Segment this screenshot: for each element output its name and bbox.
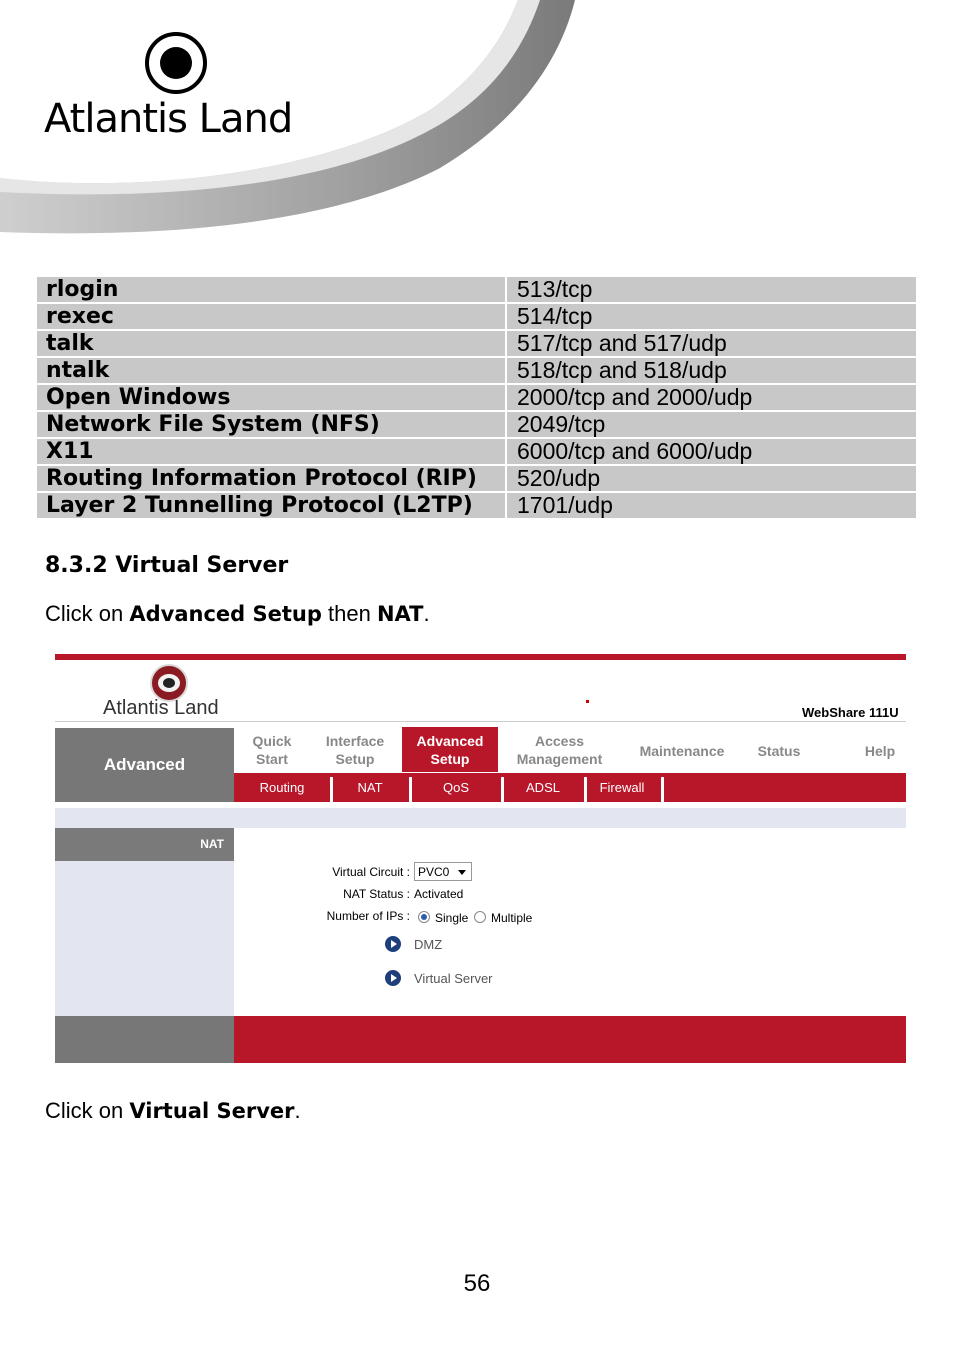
play-icon (391, 940, 397, 948)
table-row (36, 303, 917, 330)
nat-status-value: Activated (414, 887, 464, 901)
submenu-nat[interactable]: NAT (357, 780, 383, 795)
brand-logo-text: Atlantis Land (44, 96, 293, 142)
menu-line: Interface (325, 733, 385, 749)
text: Click on (45, 601, 130, 626)
bold-text: NAT (376, 602, 424, 626)
table-row (36, 384, 917, 411)
page-number: 56 (463, 1270, 491, 1297)
footer-bar (234, 1016, 906, 1063)
table-row (36, 411, 917, 438)
vc-label: Virtual Circuit : (332, 865, 410, 879)
submenu-separator (330, 777, 333, 802)
port-cell: 2000/tcp and 2000/udp (506, 384, 917, 411)
submenu-firewall[interactable]: Firewall (599, 780, 645, 795)
submenu-separator (409, 777, 412, 802)
submenu-qos[interactable]: QoS (442, 780, 469, 795)
menu-line: Access (534, 733, 585, 749)
table-row (36, 492, 917, 519)
menu-line: Management (516, 751, 603, 767)
footer-left (55, 1016, 234, 1063)
port-cell: 517/tcp and 517/udp (506, 330, 917, 357)
virtual-server-link[interactable]: Virtual Server (414, 971, 493, 986)
service-cell: rexec (36, 303, 506, 330)
table-row (36, 438, 917, 465)
submenu-adsl[interactable]: ADSL (526, 780, 560, 795)
submenu-separator (584, 777, 587, 802)
menu-line: Advanced (416, 733, 484, 749)
chevron-down-icon (458, 870, 466, 875)
menu-line: Setup (335, 751, 375, 767)
table-row (36, 357, 917, 384)
submenu-separator (501, 777, 504, 802)
divider (55, 721, 906, 722)
port-cell: 2049/tcp (506, 411, 917, 438)
service-cell: Layer 2 Tunnelling Protocol (L2TP) (36, 492, 506, 519)
red-dot (586, 700, 589, 703)
service-cell: ntalk (36, 357, 506, 384)
ports-table (35, 275, 918, 520)
submenu-separator (661, 777, 664, 802)
menu-access-management[interactable] (508, 732, 611, 768)
table-row (36, 276, 917, 303)
bold-text: Virtual Server (129, 1099, 295, 1123)
side-header: Advanced (55, 728, 234, 802)
port-cell: 514/tcp (506, 303, 917, 330)
port-cell: 520/udp (506, 465, 917, 492)
service-cell: Open Windows (36, 384, 506, 411)
text: . (294, 1098, 301, 1123)
submenu-routing[interactable]: Routing (259, 780, 305, 795)
virtual-circuit-select[interactable]: PVC0 (414, 862, 472, 881)
menu-quick-start[interactable] (241, 732, 303, 768)
instruction-paragraph (45, 601, 430, 627)
model-name: WebShare 111U (802, 705, 899, 720)
port-cell: 513/tcp (506, 276, 917, 303)
service-cell: rlogin (36, 276, 506, 303)
menu-line: Setup (430, 751, 470, 767)
instruction-paragraph (45, 1098, 301, 1124)
play-icon (391, 974, 397, 982)
text: . (423, 601, 430, 626)
router-logo-text: Atlantis Land (103, 697, 219, 719)
menu-line: Start (256, 751, 288, 767)
service-cell: Network File System (NFS) (36, 411, 506, 438)
bold-text: Advanced Setup (129, 602, 322, 626)
port-cell: 518/tcp and 518/udp (506, 357, 917, 384)
menu-interface-setup[interactable] (314, 732, 396, 768)
content-strip (55, 808, 906, 828)
service-cell: X11 (36, 438, 506, 465)
menu-advanced-setup[interactable] (402, 727, 498, 772)
radio-selected-icon (421, 914, 427, 920)
multiple-label: Multiple (491, 911, 533, 925)
menu-maintenance[interactable]: Maintenance (639, 743, 725, 759)
menu-status[interactable]: Status (757, 743, 801, 759)
logo-dot-icon (163, 678, 175, 688)
single-label: Single (435, 911, 469, 925)
service-cell: talk (36, 330, 506, 357)
service-cell: Routing Information Protocol (RIP) (36, 465, 506, 492)
nat-status-label: NAT Status : (343, 887, 410, 901)
menu-line: Quick (252, 733, 292, 749)
top-bar (55, 654, 906, 660)
num-ips-label: Number of IPs : (326, 909, 410, 923)
multiple-radio[interactable] (474, 911, 486, 923)
sidebar-nat-label: NAT (55, 828, 234, 861)
section-title: 8.3.2 Virtual Server (45, 553, 289, 578)
table-row (36, 330, 917, 357)
port-cell: 1701/udp (506, 492, 917, 519)
router-screenshot (52, 654, 909, 1066)
menu-help[interactable]: Help (864, 743, 896, 759)
port-cell: 6000/tcp and 6000/udp (506, 438, 917, 465)
text: Click on (45, 1098, 130, 1123)
table-row (36, 465, 917, 492)
dmz-link[interactable]: DMZ (414, 937, 443, 952)
logo-dot-icon (160, 47, 192, 79)
text: then (321, 601, 377, 626)
